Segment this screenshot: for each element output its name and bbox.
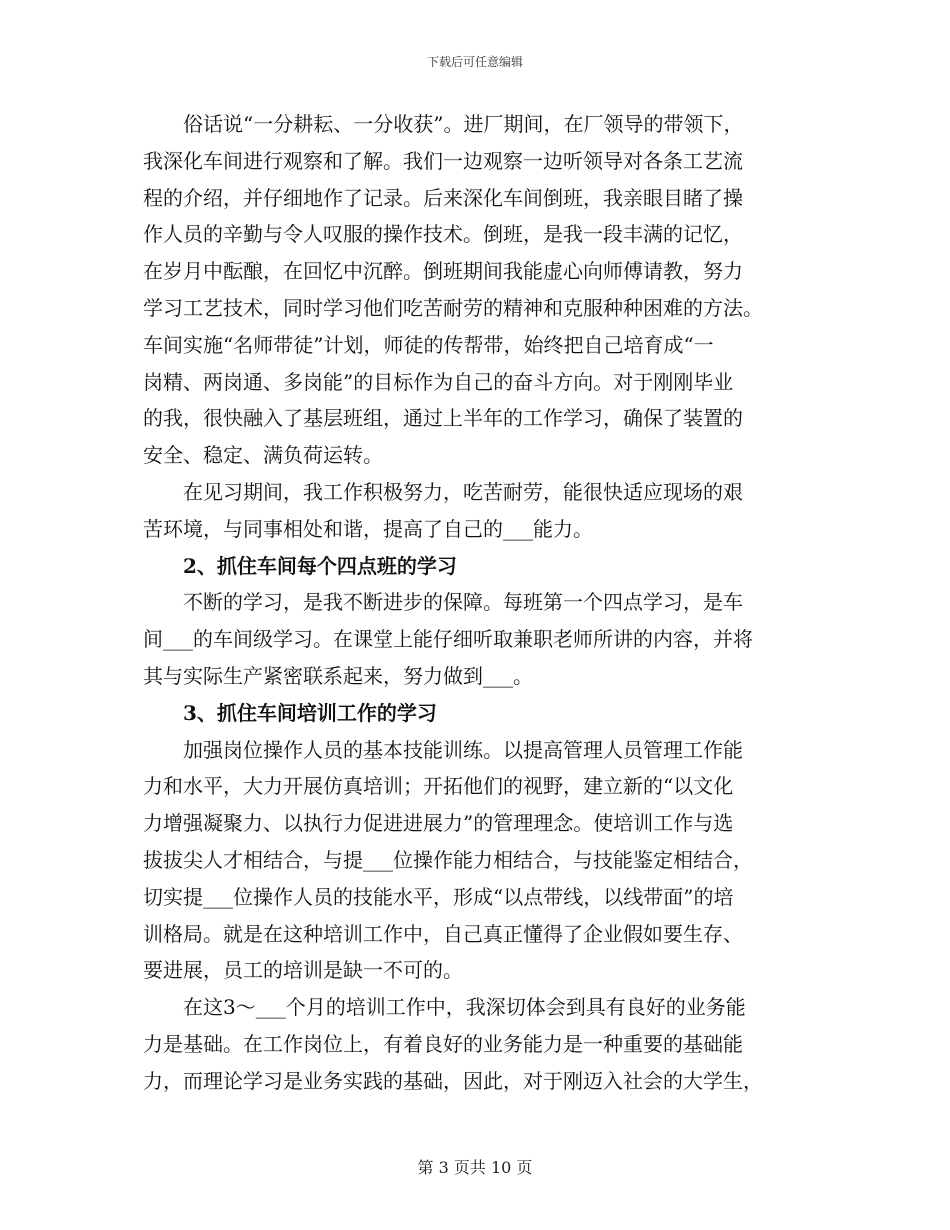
- text-line: 程的介绍，并仔细地作了记录。后来深化车间倒班，我亲眼目睹了操: [143, 185, 743, 210]
- paragraph: [143, 732, 808, 990]
- text-line: 要进展，员工的培训是缺一不可的。: [143, 958, 463, 983]
- text-line: 学习工艺技术，同时学习他们吃苦耐劳的精神和克服种种困难的方法。: [143, 295, 763, 320]
- page-header: 下载后可任意编辑: [426, 55, 523, 69]
- paragraph: [143, 106, 808, 474]
- text-line: 训格局。就是在这种培训工作中，自己真正懂得了企业假如要生存、: [143, 921, 743, 946]
- page-footer: 第 3 页共 10 页: [417, 1158, 533, 1177]
- text-line: 安全、稳定、满负荷运转。: [143, 443, 383, 468]
- section-heading: 3、抓住车间培训工作的学习: [183, 700, 437, 725]
- text-line: 力是基础。在工作岗位上，有着良好的业务能力是一种重要的基础能: [143, 1031, 743, 1056]
- text-line: 苦环境，与同事相处和谐，提高了自己的___能力。: [143, 516, 593, 541]
- text-line: 力，而理论学习是业务实践的基础，因此，对于刚迈入社会的大学生，: [143, 1068, 763, 1093]
- text-line: 拔拔尖人才相结合，与提___位操作能力相结合，与技能鉴定相结合，: [143, 847, 753, 872]
- text-line: 俗话说“一分耕耘、一分收获”。进厂期间，在厂领导的带领下，: [143, 112, 744, 136]
- text-line: 在见习期间，我工作积极努力，吃苦耐劳，能很快适应现场的艰: [143, 479, 743, 504]
- text-line: 我深化车间进行观察和了解。我们一边观察一边听领导对各条工艺流: [143, 148, 743, 173]
- paragraph: [143, 474, 808, 548]
- text-line: 在这3～___个月的培训工作中，我深切体会到具有良好的业务能: [143, 995, 746, 1020]
- text-line: 力和水平，大力开展仿真培训；开拓他们的视野，建立新的“以文化: [143, 774, 734, 799]
- text-line: 岗精、两岗通、多岗能”的目标作为自己的奋斗方向。对于刚刚毕业: [143, 369, 734, 394]
- text-line: 不断的学习，是我不断进步的保障。每班第一个四点学习，是车: [143, 590, 743, 615]
- text-line: 间___的车间级学习。在课堂上能仔细听取兼职老师所讲的内容，并将: [143, 627, 753, 652]
- section-heading: 2、抓住车间每个四点班的学习: [183, 553, 457, 578]
- paragraph: [143, 989, 808, 1099]
- text-line: 车间实施“名师带徒”计划，师徒的传帮带，始终把自己培育成“一: [143, 332, 714, 357]
- text-line: 力增强凝聚力、以执行力促进进展力”的管理理念。使培训工作与选: [143, 811, 734, 836]
- text-line: 的我，很快融入了基层班组，通过上半年的工作学习，确保了装置的: [143, 406, 743, 431]
- document-body: [143, 106, 808, 1100]
- text-line: 加强岗位操作人员的基本技能训练。以提高管理人员管理工作能: [143, 737, 743, 762]
- text-line: 其与实际生产紧密联系起来，努力做到___。: [143, 663, 533, 688]
- text-line: 在岁月中酝酿，在回忆中沉醉。倒班期间我能虚心向师傅请教，努力: [143, 259, 743, 284]
- text-line: 切实提___位操作人员的技能水平，形成“以点带线，以线带面”的培: [143, 884, 734, 909]
- paragraph: [143, 584, 808, 694]
- text-line: 作人员的辛勤与令人叹服的操作技术。倒班，是我一段丰满的记忆，: [143, 222, 743, 247]
